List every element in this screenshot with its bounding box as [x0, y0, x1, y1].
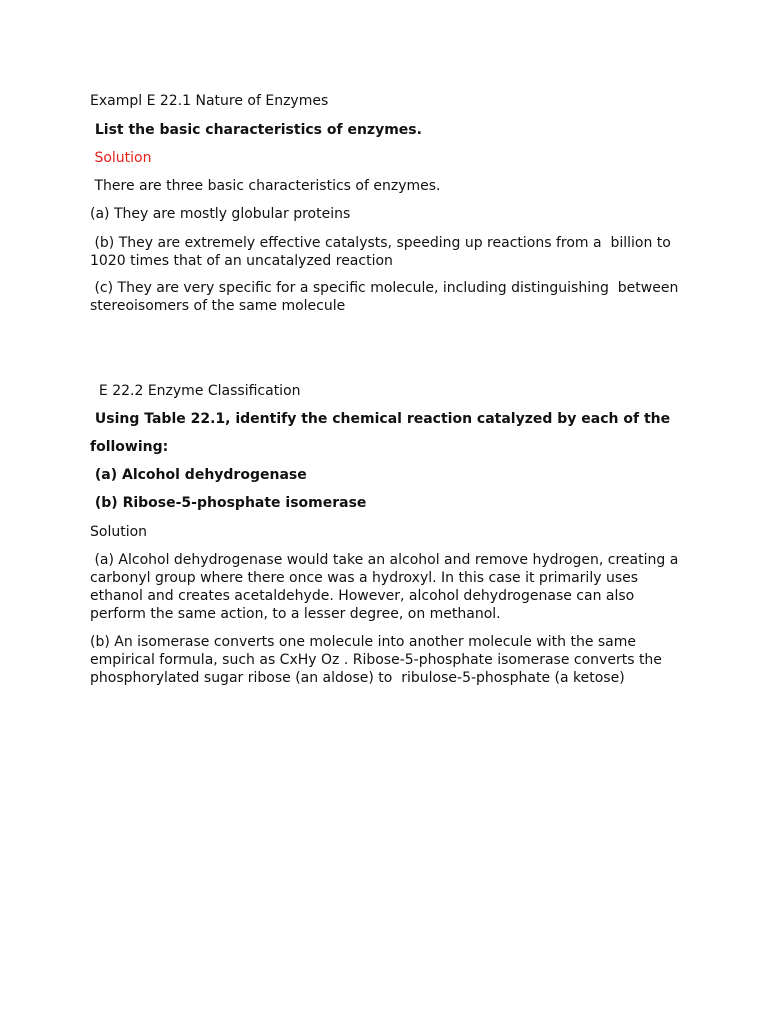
- example-2-answer-a: (a) Alcohol dehydrogenase would take an alcohol and remove hydrogen, creating a carbonyl group where there once was a hydroxyl. In this case it primarily uses ethanol and creates acetaldehyde. However, alcohol dehydrogenase can also perform the same action, to a lesser degree, on methanol.: [90, 552, 683, 622]
- example-1-point-c: (c) They are very specific for a specific molecule, including distinguishing between stereoisomers of the same molecule: [90, 280, 683, 314]
- example-2-answer-b: (b) An isomerase converts one molecule into another molecule with the same empirical formula, such as CxHy Oz . Ribose-5-phosphate isomerase converts the phosphorylated sugar ribose (an aldose) to ribulose-5-phosphate (a ketose): [90, 634, 667, 686]
- example-1-intro: There are three basic characteristics of enzymes.: [90, 178, 441, 194]
- example-2-question-line-2: following:: [90, 439, 169, 455]
- example-2-solution-label: Solution: [90, 524, 148, 540]
- example-2-question-line-1: Using Table 22.1, identify the chemical reaction catalyzed by each of the: [90, 411, 671, 427]
- example-1-question: List the basic characteristics of enzymes.: [90, 122, 422, 138]
- example-1-solution-label: Solution: [90, 150, 152, 166]
- example-2-item-a: (a) Alcohol dehydrogenase: [90, 467, 307, 483]
- example-2-item-b: (b) Ribose-5-phosphate isomerase: [90, 495, 367, 511]
- example-2-heading: E 22.2 Enzyme Classification: [90, 383, 301, 399]
- example-1-point-a: (a) They are mostly globular proteins: [90, 206, 351, 222]
- example-1-heading: Exampl E 22.1 Nature of Enzymes: [90, 93, 329, 109]
- example-1-point-b: (b) They are extremely effective catalysts, speeding up reactions from a billion to 1020 times that of an uncatalyzed reaction: [90, 235, 676, 269]
